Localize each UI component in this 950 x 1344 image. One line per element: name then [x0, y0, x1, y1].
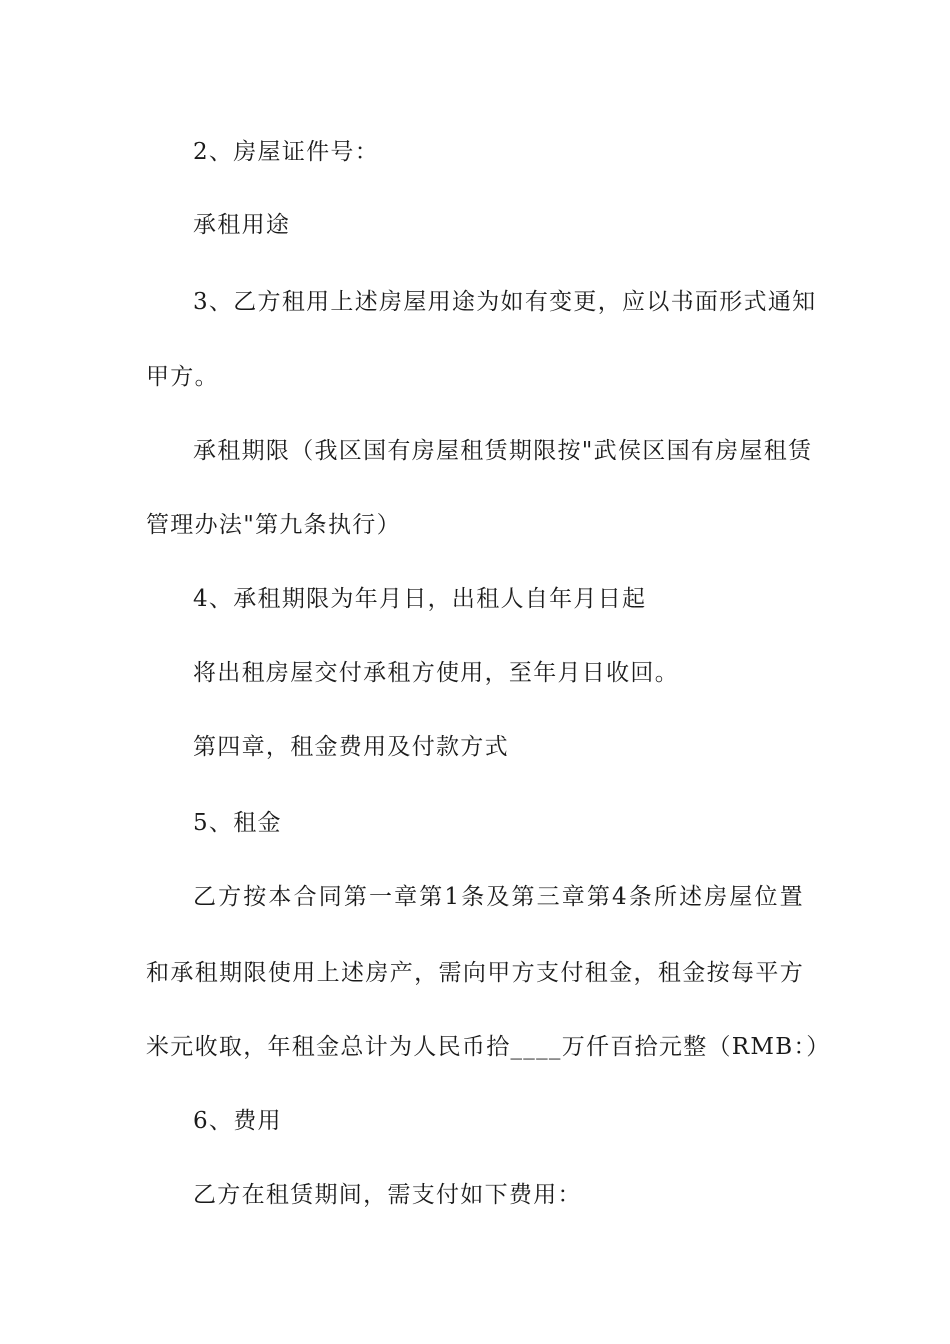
clause-5-heading: 5、租金	[193, 810, 282, 836]
clause-5-line-3: 米元收取，年租金总计为人民币拾____万仟百拾元整（RMB：）	[146, 1034, 831, 1060]
clause-4-line-1: 4、承租期限为年月日，出租人自年月日起	[193, 586, 647, 612]
clause-6-line-1: 乙方在租赁期间，需支付如下费用：	[193, 1182, 582, 1208]
clause-6-heading: 6、费用	[193, 1108, 282, 1134]
chapter-4-heading: 第四章，租金费用及付款方式	[193, 734, 509, 760]
lease-term-line-1: 承租期限（我区国有房屋租赁期限按"武侯区国有房屋租赁	[193, 438, 813, 464]
clause-3-line-1: 3、乙方租用上述房屋用途为如有变更，应以书面形式通知	[193, 289, 817, 315]
heading-lease-purpose: 承租用途	[193, 212, 291, 238]
clause-3-line-2: 甲方。	[146, 364, 219, 390]
clause-4-line-2: 将出租房屋交付承租方使用，至年月日收回。	[193, 660, 679, 686]
clause-5-line-1: 乙方按本合同第一章第1条及第三章第4条所述房屋位置	[193, 884, 804, 910]
lease-term-line-2: 管理办法"第九条执行）	[146, 512, 401, 538]
clause-2-certificate-number: 2、房屋证件号：	[193, 139, 380, 165]
clause-5-line-2: 和承租期限使用上述房产，需向甲方支付租金，租金按每平方	[146, 960, 804, 986]
